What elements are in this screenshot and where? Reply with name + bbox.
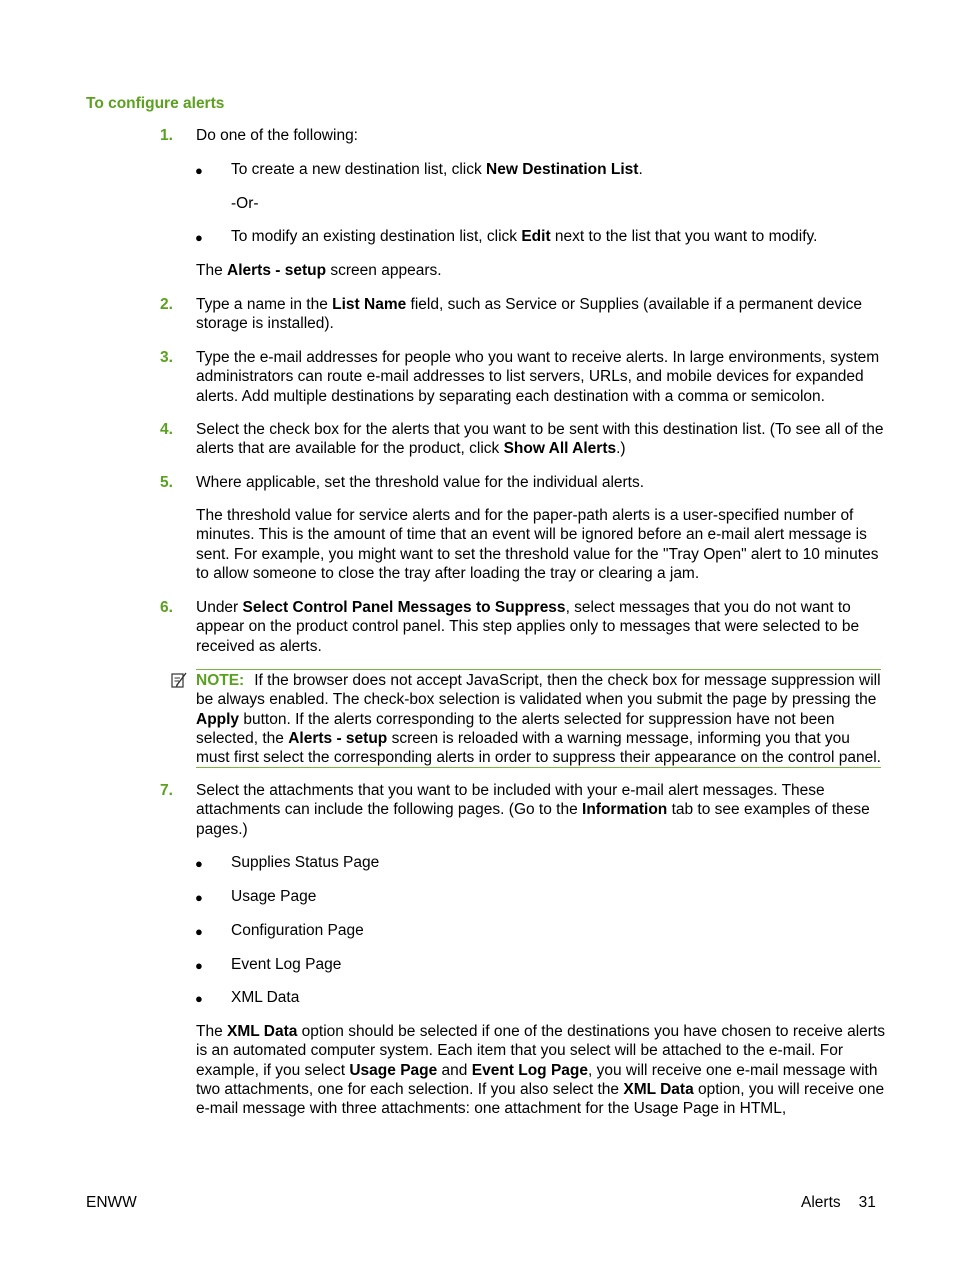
step-number: 6.: [160, 599, 173, 616]
footer-section: Alerts: [801, 1194, 841, 1211]
bullet-icon: ●: [195, 958, 203, 973]
attachment-item: Supplies Status Page: [231, 854, 380, 871]
step-paragraph: The threshold value for service alerts and for the paper-path alerts is a user-specified number of minutes. This is the amount of time that an event will be ignored before an e-mail alert message is sent. For example, you might want to set the threshold value for the "Tray Open" alert to 10 minutes to allow someone to close the tray after loading the tray or clearing a jam.: [196, 507, 879, 582]
page-number: 31: [858, 1194, 876, 1211]
step-text: Select the attachments that you want to be included with your e-mail alert messages. These attachments can include the following pages. (Go to the Information tab to see examples of these pages.): [196, 782, 870, 838]
attachment-item: XML Data: [231, 989, 300, 1006]
bullet-icon: ●: [195, 991, 203, 1006]
footer-right: [801, 1193, 876, 1212]
section-heading: To configure alerts: [86, 95, 225, 112]
bullet-icon: ●: [195, 924, 203, 939]
step-text: Type the e-mail addresses for people who you want to receive alerts. In large environments, system administrators can route e-mail addresses to list servers, URLs, and mobile devices for expanded alerts. Add multiple destinations by separating each destination with a comma or semicolon.: [196, 349, 880, 405]
step-number: 3.: [160, 349, 173, 366]
bullet-icon: ●: [195, 163, 203, 178]
attachment-item: Usage Page: [231, 888, 317, 905]
step-number: 4.: [160, 421, 173, 438]
bullet-item: To modify an existing destination list, click Edit next to the list that you want to modify.: [231, 228, 818, 245]
or-separator: -Or-: [231, 195, 259, 212]
bullet-item: To create a new destination list, click New Destination List.: [231, 161, 643, 178]
attachment-item: Event Log Page: [231, 956, 342, 973]
step-text: Do one of the following:: [196, 127, 358, 144]
step-text: Type a name in the List Name field, such as Service or Supplies (available if a permanent device storage is installed).: [196, 296, 863, 333]
step-result: The Alerts - setup screen appears.: [196, 262, 442, 279]
step-text: Select the check box for the alerts that you want to be sent with this destination list. (To see all of the alerts that are available for the product, click Show All Alerts.): [196, 421, 884, 458]
step-number: 2.: [160, 296, 173, 313]
step-number: 1.: [160, 127, 173, 144]
note-label: NOTE:: [196, 672, 245, 689]
footer-left-label: ENWW: [86, 1194, 137, 1211]
step-number: 5.: [160, 474, 173, 491]
step-text: Under Select Control Panel Messages to Suppress, select messages that you do not want to appear on the product control panel. This step applies only to messages that were selected to be received as alerts.: [196, 599, 860, 655]
bullet-icon: ●: [195, 856, 203, 871]
step-text: Where applicable, set the threshold value for the individual alerts.: [196, 474, 645, 491]
attachment-item: Configuration Page: [231, 922, 364, 939]
bullet-icon: ●: [195, 230, 203, 245]
note-block: NOTE: If the browser does not accept JavaScript, then the check box for message suppression will be always enabled. The check-box selection is validated when you submit the page by pressing the Apply button. If the alerts corresponding to the alerts selected for suppression have not been selected, the Alerts - setup screen is reloaded with a warning message, informing you that you must first select the corresponding alerts in order to suppress their appearance on the control panel.: [196, 669, 881, 768]
step-paragraph: The XML Data option should be selected if one of the destinations you have chosen to receive alerts is an automated computer system. Each item that you select will be attached to the e-mail. For example, if you select Usage Page and Event Log Page, you will receive one e-mail message with two attachments, one for each selection. If you also select the XML Data option, you will receive one e-mail message with three attachments: one attachment for the Usage Page in HTML,: [196, 1023, 886, 1118]
step-number: 7.: [160, 782, 173, 799]
note-icon: [170, 671, 188, 689]
bullet-icon: ●: [195, 890, 203, 905]
